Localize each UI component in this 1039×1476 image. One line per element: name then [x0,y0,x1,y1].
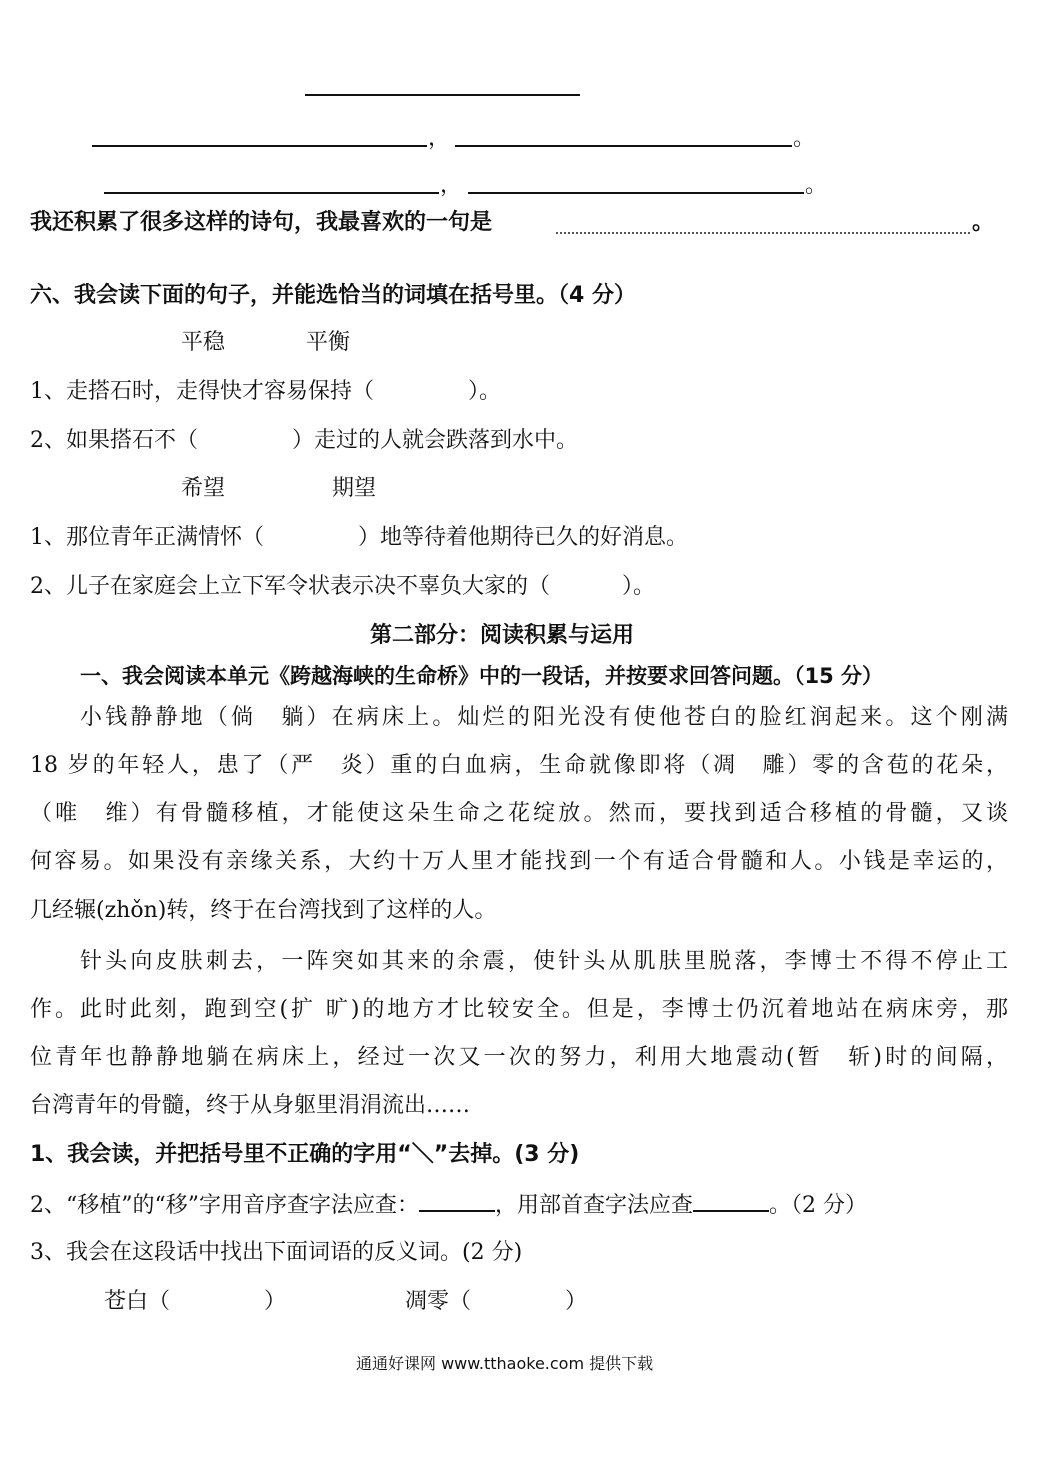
antonym-item [104,1287,286,1317]
question-item [30,572,655,602]
part2-title: 第二部分：阅读积累与运用 [370,623,635,648]
answer-line-top [305,94,580,96]
word-choice-2: 平衡 [306,330,351,355]
passage-line: （唯 维）有骨髓移植，才能使这朵生命之花绽放。然而，要找到适合移植的骨髓，又谈 [30,801,1008,826]
question-item [30,523,688,553]
comma-mark: ， [428,126,451,151]
question-text-end: ）走过的人就会跌落到水中。 [292,428,579,453]
passage-line: 小钱静静地（倘 躺）在病床上。灿烂的阳光没有使他苍白的脸红润起来。这个刚满 [80,705,1008,730]
sub2-text-b: ，用部首查字法应查 [495,1193,694,1218]
accumulate-end: 。 [972,210,995,235]
passage-line: 台湾青年的骨髓，终于从身躯里涓涓流出…… [30,1093,471,1118]
answer-line-2a [92,145,427,147]
accumulate-prompt: 我还积累了很多这样的诗句，我最喜欢的一句是 [30,210,493,235]
antonym-item [405,1287,587,1317]
sub2-text-a: 2、“移植”的“移”字用音序查字法应查： [30,1193,419,1218]
sub-question-2 [30,1190,867,1221]
passage-line: 几经辗(zhǒn)转，终于在台湾找到了这样的人。 [30,898,497,923]
sub-question-1: 1、我会读，并把括号里不正确的字用“＼”去掉。(3 分) [30,1142,580,1167]
section6-heading: 六、我会读下面的句子，并能选恰当的词填在括号里。（4 分） [30,283,636,308]
footer-credit: 通通好课网 www.tthaoke.com 提供下载 [356,1354,654,1373]
answer-blank-yinxu [419,1190,495,1212]
question-text-end: ）地等待着他期待已久的好消息。 [358,525,689,550]
question-text: 2、儿子在家庭会上立下军令状表示决不辜负大家的（ [30,574,550,599]
antonym-close: ） [264,1289,287,1314]
question-text: 2、如果搭石不（ [30,428,198,453]
question-text: 1、那位青年正满情怀（ [30,525,264,550]
answer-line-2b [455,145,792,147]
question-item [30,377,501,407]
answer-line-3b [468,192,804,194]
word-choice-1: 平稳 [181,330,226,355]
part2-q1-heading: 一、我会阅读本单元《跨越海峡的生命桥》中的一段话，并按要求回答问题。（15 分） [80,664,884,688]
question-text: 1、走搭石时，走得快才容易保持（ [30,379,374,404]
question-text-end: ）。 [622,574,656,599]
answer-blank-bushou [693,1190,769,1212]
passage-line: 位青年也静静地躺在病床上，经过一次又一次的努力，利用大地震动(暂 斩)时的间隔， [30,1045,1008,1070]
antonym-close: ） [565,1289,588,1314]
sub-question-3: 3、我会在这段话中找出下面词语的反义词。(2 分) [30,1240,523,1265]
passage-line: 18 岁的年轻人，患了（严 炎）重的白血病，生命就像即将（凋 雕）零的含苞的花朵， [30,753,1008,778]
answer-line-3a [104,192,439,194]
word-choice-3: 希望 [181,476,226,501]
antonym-word: 苍白（ [104,1289,171,1314]
question-text-end: ）。 [468,379,502,404]
passage-line: 何容易。如果没有亲缘关系，大约十万人里才能找到一个有适合骨髓和人。小钱是幸运的， [30,849,1008,874]
passage-line: 作。此时此刻，跑到空(扩 旷)的地方才比较安全。但是，李博士仍沉着地站在病床旁，那 [30,997,1008,1022]
period-mark: 。 [805,173,828,198]
sub2-text-c: 。（2 分） [769,1193,868,1218]
word-choice-4: 期望 [332,476,377,501]
comma-mark: ， [440,173,463,198]
question-item [30,426,578,456]
accumulate-answer-line [556,232,970,234]
period-mark: 。 [793,126,816,151]
passage-line: 针头向皮肤刺去，一阵突如其来的余震，使针头从肌肤里脱落，李博士不得不停止工 [80,949,1008,974]
antonym-word: 凋零（ [405,1289,472,1314]
